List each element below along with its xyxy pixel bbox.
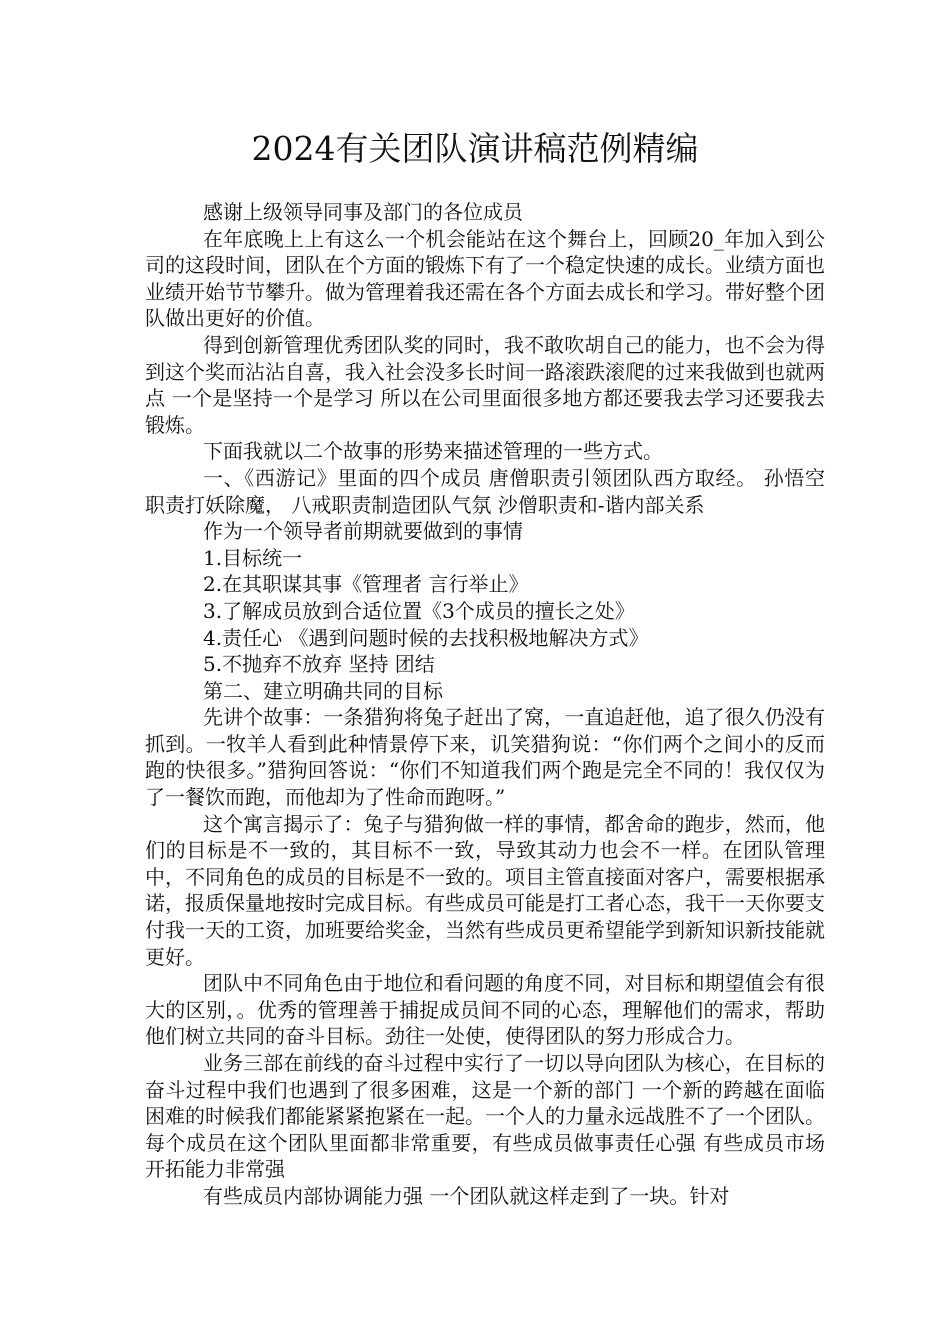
section-heading: 第二、建立明确共同的目标: [203, 678, 443, 703]
paragraph-leader-duties: 作为一个领导者前期就要做到的事情: [203, 519, 523, 544]
paragraph-story: 先讲个故事：一条猎狗将兔子赶出了窝，一直追赶他，追了很久仍没有抓到。一牧羊人看到此种情景停下来，讥笑猎狗说：“你们两个之间小的反而跑的快很多。”猎狗回答说：“你们不知道我们两个跑是完全不同的！我仅仅为了一餐饮而跑，而他却为了性命而跑呀。”: [145, 705, 825, 810]
list-item: 1.目标统一: [203, 545, 303, 570]
paragraph-journey-west: 一、《西游记》里面的四个成员 唐僧职责引领团队西方取经。 孙悟空职责打妖除魔， 八戒职责制造团队气氛 沙僧职责和-谐内部关系: [145, 465, 825, 517]
list-item: 3.了解成员放到合适位置《3个成员的擅长之处》: [203, 598, 635, 623]
document-title: 2024有关团队演讲稿范例精编: [251, 129, 699, 168]
list-item: 2.在其职谋其事《管理者 言行举止》: [203, 572, 529, 597]
paragraph-stories-intro: 下面我就以二个故事的形势来描述管理的一些方式。: [203, 439, 663, 464]
paragraph-closing: 有些成员内部协调能力强 一个团队就这样走到了一块。针对: [203, 1183, 730, 1208]
paragraph-department: 业务三部在前线的奋斗过程中实行了一切以导向团队为核心，在目标的奋斗过程中我们也遇到了很多困难，这是一个新的部门 一个新的跨越在面临困难的时候我们都能紧紧抱紧在一起。一个人的力量永远战胜不了一个团队。每个成员在这个团队里面都非常重要，有些成员做事责任心强 有些成员市场开拓能力非常强: [145, 1051, 825, 1182]
list-item: 4.责任心 《遇到问题时候的去找积极地解决方式》: [203, 625, 649, 650]
paragraph-intro: 在年底晚上上有这么一个机会能站在这个舞台上，回顾20_年加入到公司的这段时间，团队在个方面的锻炼下有了一个稳定快速的成长。业绩方面也业绩开始节节攀升。做为管理着我还需在各个方面去成长和学习。带好整个团队做出更好的价值。: [145, 226, 825, 331]
paragraph-greeting: 感谢上级领导同事及部门的各位成员: [203, 200, 523, 224]
paragraph-award: 得到创新管理优秀团队奖的同时，我不敢吹胡自己的能力，也不会为得到这个奖而沾沾自喜，我入社会没多长时间一路滚跌滚爬的过来我做到也就两点 一个是坚持一个是学习 所以在公司里面很多地方都还要我去学习还要我去锻炼。: [145, 332, 825, 437]
paragraph-moral: 这个寓言揭示了：兔子与猎狗做一样的事情，都舍命的跑步，然而，他们的目标是不一致的，其目标不一致，导致其动力也会不一样。在团队管理中，不同角色的成员的目标是不一致的。项目主管直接面对客户，需要根据承诺，报质保量地按时完成目标。有些成员可能是打工者心态，我干一天你要支付我一天的工资，加班要给奖金，当然有些成员更希望能学到新知识新技能就更好。: [145, 811, 825, 969]
paragraph-team-roles: 团队中不同角色由于地位和看问题的角度不同，对目标和期望值会有很大的区别，。优秀的管理善于捕捉成员间不同的心态，理解他们的需求，帮助他们树立共同的奋斗目标。劲往一处使，使得团队的努力形成合力。: [145, 971, 825, 1049]
list-item: 5.不抛弃不放弃 坚持 团结: [203, 652, 435, 677]
document-body: [145, 199, 825, 1210]
